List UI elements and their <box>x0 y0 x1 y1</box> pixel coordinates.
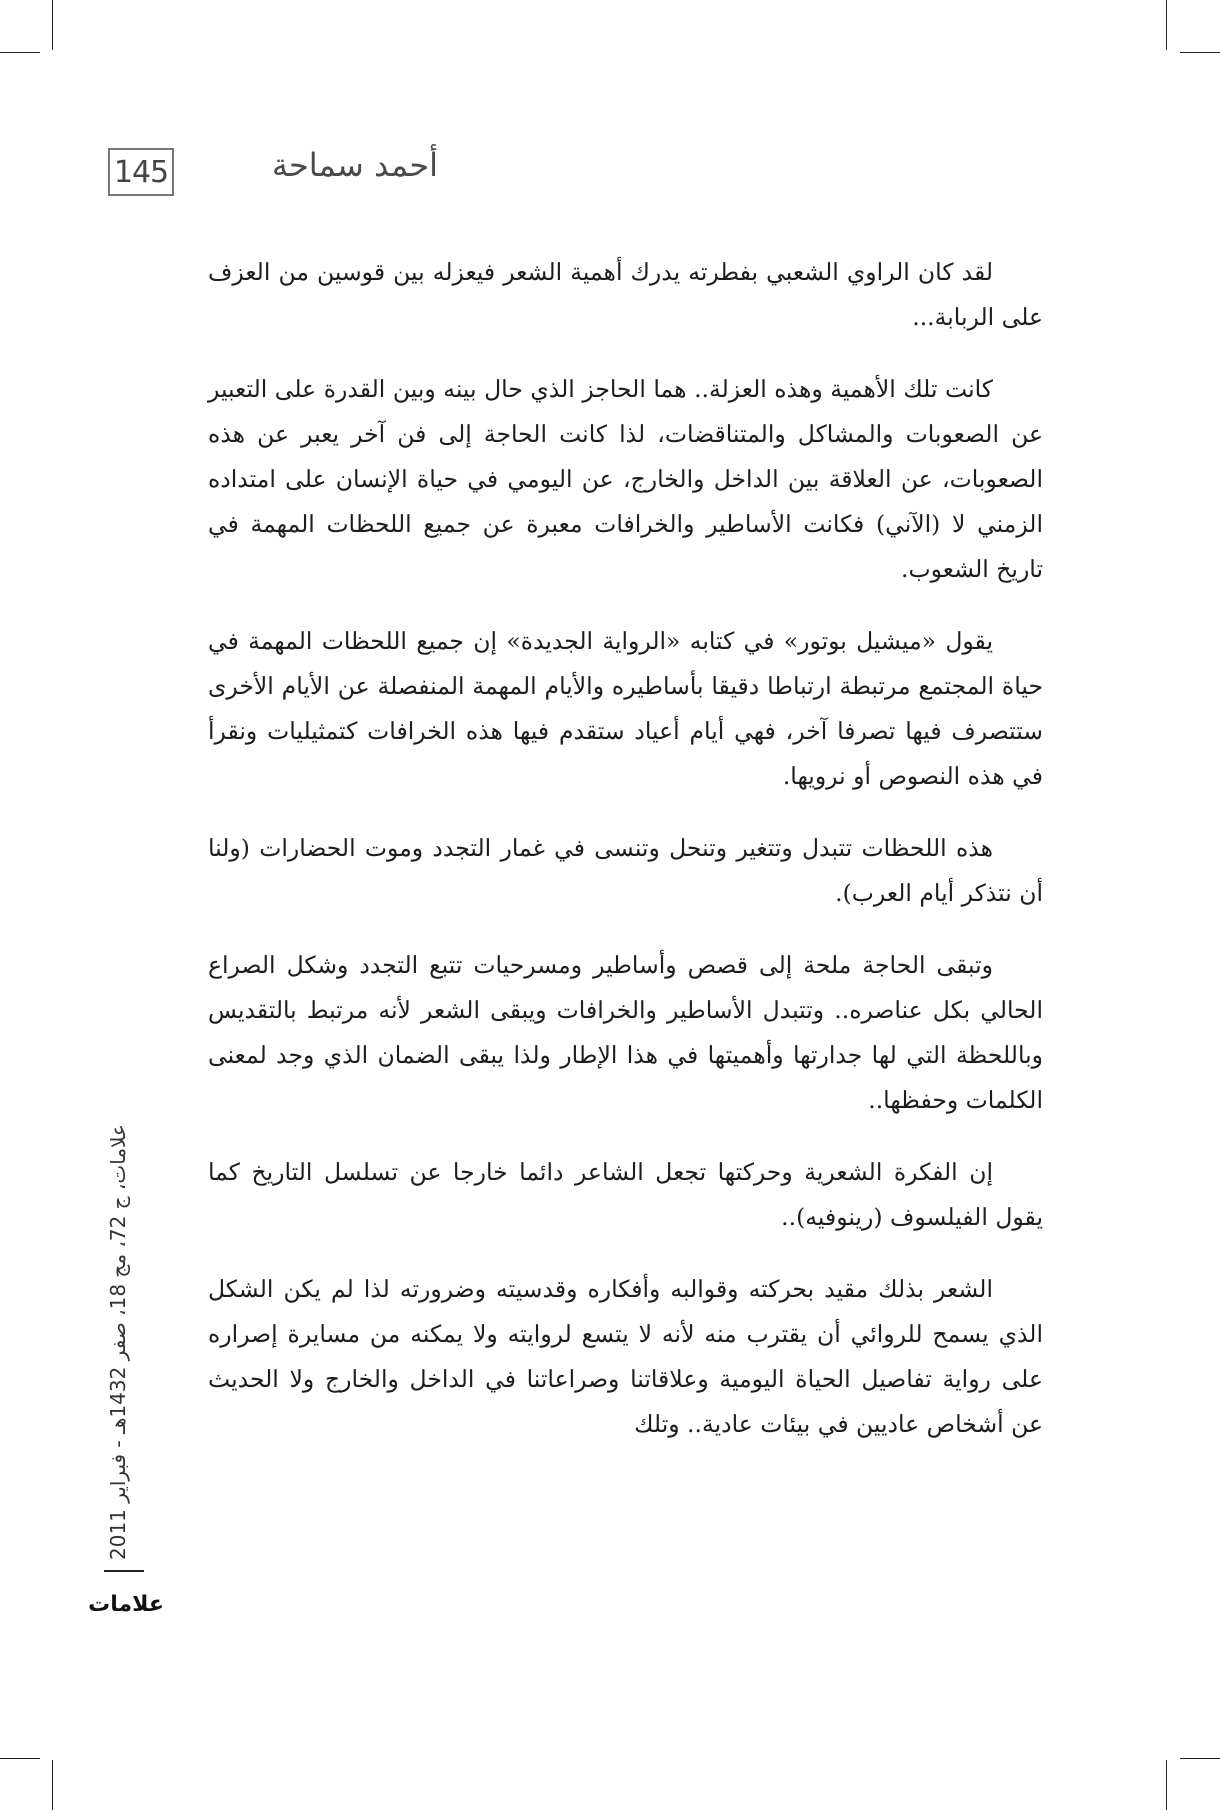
article-body <box>208 250 1043 1474</box>
sidebar-divider <box>104 1570 144 1572</box>
paragraph: يقول «ميشيل بوتور» في كتابه «الرواية الجديدة» إن جميع اللحظات المهمة في حياة المجتمع مرتبطة ارتباطا دقيقا بأساطيره والأيام المهمة المنفصلة عن الأيام الأخرى ستتصرف فيها تصرفا آخر، فهي أيام أعياد ستقدم فيها هذه الخرافات كتمثيليات ونقرأ في هذه النصوص أو نرويها. <box>208 627 1043 790</box>
page-number: 145 <box>108 148 174 196</box>
crop-mark <box>52 0 53 50</box>
paragraph: لقد كان الراوي الشعبي بفطرته يدرك أهمية الشعر فيعزله بين قوسين من العزف على الربابة... <box>208 258 1043 331</box>
author-name: أحمد سماحة <box>271 146 438 184</box>
crop-mark <box>1180 52 1220 53</box>
crop-mark <box>1166 1760 1167 1810</box>
journal-citation: علامات، ج 72، مج 18، صفر 1432هـ - فبراير 2011 <box>106 1124 130 1560</box>
paragraph: وتبقى الحاجة ملحة إلى قصص وأساطير ومسرحيات تتبع التجدد وشكل الصراع الحالي بكل عناصره.. وتتبدل الأساطير والخرافات ويبقى الشعر لأنه مرتبط بالتقديس وباللحظة التي لها جدارتها وأهميتها في هذا الإطار ولذا يبقى الضمان الذي وجد لمعنى الكلمات وحفظها.. <box>208 951 1043 1114</box>
journal-logo <box>88 1582 164 1626</box>
paragraph: هذه اللحظات تتبدل وتتغير وتنحل وتنسى في غمار التجدد وموت الحضارات (ولنا أن نتذكر أيام العرب). <box>208 834 1043 907</box>
crop-mark <box>0 52 40 53</box>
journal-logo-text: علامات <box>88 1591 164 1617</box>
paragraph: إن الفكرة الشعرية وحركتها تجعل الشاعر دائما خارجا عن تسلسل التاريخ كما يقول الفيلسوف (رينوفيه).. <box>208 1158 1043 1231</box>
paragraph: كانت تلك الأهمية وهذه العزلة.. هما الحاجز الذي حال بينه وبين القدرة على التعبير عن الصعوبات والمشاكل والمتناقضات، لذا كانت الحاجة إلى فن آخر يعبر عن هذه الصعوبات، عن العلاقة بين الداخل والخارج، عن اليومي في حياة الإنسان على امتداده الزمني لا (الآني) فكانت الأساطير والخرافات معبرة عن جميع اللحظات المهمة في تاريخ الشعوب. <box>208 375 1043 583</box>
crop-mark <box>1180 1758 1220 1759</box>
page-header <box>108 140 438 200</box>
crop-mark <box>0 1758 40 1759</box>
crop-mark <box>1166 0 1167 50</box>
crop-mark <box>52 1760 53 1810</box>
paragraph: الشعر بذلك مقيد بحركته وقوالبه وأفكاره وقدسيته وضرورته لذا لم يكن الشكل الذي يسمح للروائي أن يقترب منه لأنه لا يتسع لروايته ولا يمكنه من مسايرة إصراره على رواية تفاصيل الحياة اليومية وعلاقاتنا وصراعاتنا في الداخل والخارج ولا الحديث عن أشخاص عاديين في بيئات عادية.. وتلك <box>208 1275 1043 1438</box>
